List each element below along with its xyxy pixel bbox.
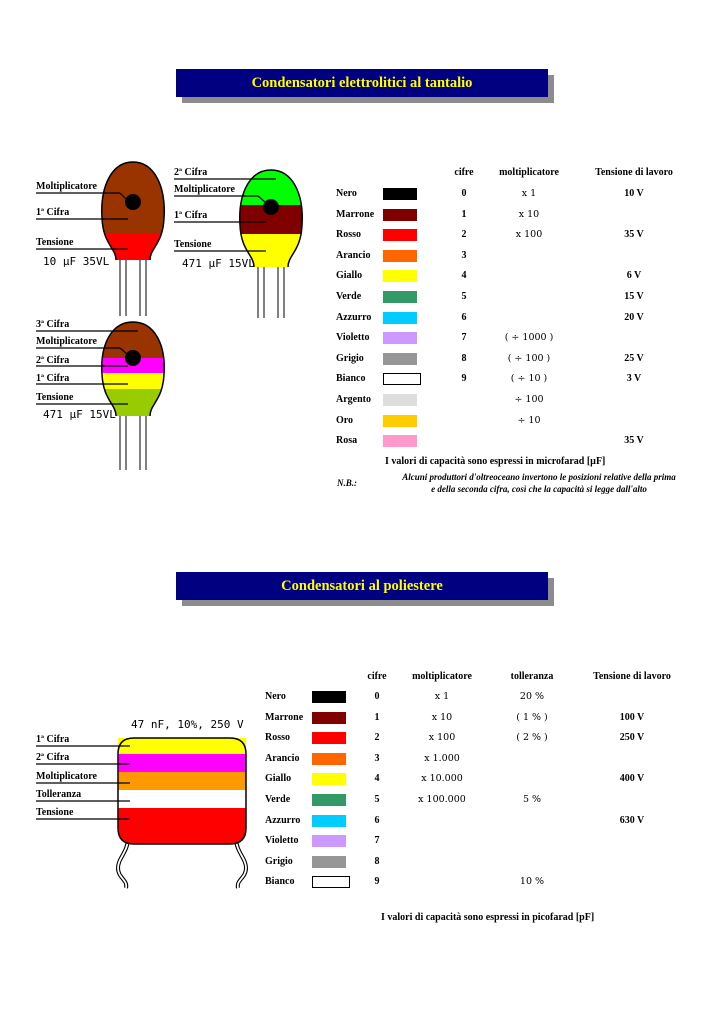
table1-row-multiplier: ÷ 10 xyxy=(517,414,541,426)
table1-row-name: Rosa xyxy=(336,435,358,447)
table2-row-tolerance: ( 2 % ) xyxy=(516,732,548,744)
cap-a-label-multiplier: Moltiplicatore xyxy=(36,181,97,192)
table1-row-swatch xyxy=(383,394,421,406)
table1-row-name: Nero xyxy=(336,188,357,199)
cap-c-label-third-digit: 3ª Cifra xyxy=(36,319,70,330)
table2-row-name: Marrone xyxy=(265,711,304,723)
table2-row-name: Azzurro xyxy=(265,814,301,826)
table2-row-voltage: 250 V xyxy=(619,732,645,744)
table2-header-digits: cifre xyxy=(367,671,387,682)
table2-row-voltage: 630 V xyxy=(619,814,645,826)
poly-label-voltage: Tensione xyxy=(36,807,74,818)
table1-row-digit: 1 xyxy=(461,208,467,220)
table2-row-swatch xyxy=(312,815,350,827)
table1-header-voltage: Tensione di lavoro xyxy=(595,167,673,178)
table1-row-swatch xyxy=(383,312,421,324)
nb-line-1: Alcuni produttori d'oltreoceano invertono le posizioni relative della prima xyxy=(402,472,676,482)
table2-row-name: Nero xyxy=(265,691,286,702)
table1-row-digit: 0 xyxy=(461,188,467,199)
table2-row-multiplier: x 10 xyxy=(431,711,453,723)
table2-row-name: Giallo xyxy=(265,773,292,785)
table1-row-digit: 3 xyxy=(461,249,467,261)
table1-row-swatch xyxy=(383,229,421,241)
table1-row-voltage: 35 V xyxy=(624,435,644,447)
table1-row-swatch xyxy=(383,353,421,365)
table1-row-voltage: 35 V xyxy=(624,229,644,241)
poly-label-first-digit: 1ª Cifra xyxy=(36,734,70,745)
cap-c-label-voltage: Tensione xyxy=(36,392,74,403)
table2-row-digit: 5 xyxy=(374,794,380,805)
cap-b-label-voltage: Tensione xyxy=(174,239,212,250)
table1-row-name: Grigio xyxy=(336,352,364,364)
table2-row-name: Verde xyxy=(265,794,291,805)
table1-row-multiplier: ( ÷ 100 ) xyxy=(507,352,551,364)
tantalum-capacitor-a xyxy=(36,155,175,316)
nb-label: N.B.: xyxy=(337,478,357,488)
table1-row-swatch xyxy=(383,291,421,303)
table1-row-voltage: 25 V xyxy=(624,352,644,364)
table1-row-swatch xyxy=(383,373,421,385)
table2-row-digit: 6 xyxy=(374,814,380,826)
table1-row-multiplier: ÷ 100 xyxy=(514,394,544,405)
table1-row-multiplier: x 100 xyxy=(515,229,543,241)
table2-row-tolerance: 20 % xyxy=(519,691,545,702)
table2-row-digit: 7 xyxy=(374,835,380,847)
table2-row-tolerance: 10 % xyxy=(519,876,545,888)
table2-row-multiplier: x 10.000 xyxy=(421,773,463,785)
cap-b-marking: 471 µF 15VL xyxy=(182,257,255,270)
nb-line-2: e della seconda cifra, così che la capacità si legge dall'alto xyxy=(431,484,647,494)
table1-row-multiplier: ( ÷ 10 ) xyxy=(510,373,548,385)
table2-row-digit: 2 xyxy=(374,732,380,744)
table2-row-multiplier: x 100.000 xyxy=(418,794,466,805)
table1-row-multiplier: x 10 xyxy=(518,208,540,220)
table1-row-name: Marrone xyxy=(336,208,375,220)
table1-row-name: Arancio xyxy=(336,249,371,261)
section2-title: Condensatori al poliestere xyxy=(281,577,443,594)
cap-b-label-multiplier: Moltiplicatore xyxy=(174,184,235,195)
table1-row-name: Violetto xyxy=(336,332,370,344)
table1-row-swatch xyxy=(383,435,421,447)
table2-row-swatch xyxy=(312,732,350,744)
poly-label-tolerance: Tolleranza xyxy=(36,789,82,800)
table1-header-digits: cifre xyxy=(454,167,474,178)
table2-row-multiplier: x 1 xyxy=(434,691,450,702)
table1-row-name: Argento xyxy=(336,394,371,405)
table1-row-swatch xyxy=(383,250,421,262)
section1-title: Condensatori elettrolitici al tantalio xyxy=(251,74,473,91)
table1-row-name: Oro xyxy=(336,414,354,426)
cap-b-label-second-digit: 2ª Cifra xyxy=(174,167,208,178)
table2-row-name: Rosso xyxy=(265,732,291,744)
cap-c-marking: 471 µF 15VL xyxy=(43,408,116,421)
table2-row-digit: 4 xyxy=(374,773,380,785)
table1-row-digit: 5 xyxy=(461,291,467,302)
table1-row-digit: 6 xyxy=(461,311,467,323)
table2-footnote: I valori di capacità sono espressi in picofarad [pF] xyxy=(381,912,595,923)
table2-row-name: Arancio xyxy=(265,752,300,764)
table2-row-swatch xyxy=(312,835,350,847)
polyester-marking: 47 nF, 10%, 250 V xyxy=(131,718,244,731)
table2-row-multiplier: x 100 xyxy=(428,732,456,744)
cap-a-label-voltage: Tensione xyxy=(36,237,74,248)
cap-a-marking: 10 µF 35VL xyxy=(43,255,110,268)
table1-row-name: Verde xyxy=(336,291,362,302)
table2-row-tolerance: ( 1 % ) xyxy=(516,711,548,723)
table1-row-digit: 9 xyxy=(461,373,467,385)
table2-row-digit: 9 xyxy=(374,876,380,888)
table2-row-name: Grigio xyxy=(265,855,293,867)
table2-row-digit: 0 xyxy=(374,691,380,702)
table2-row-multiplier: x 1.000 xyxy=(424,752,460,764)
table1-row-digit: 4 xyxy=(461,270,467,282)
table1-row-voltage: 6 V xyxy=(626,270,642,282)
table1-row-name: Bianco xyxy=(336,373,366,385)
cap-a-label-first-digit: 1ª Cifra xyxy=(36,207,70,218)
cap-c-label-first-digit: 1ª Cifra xyxy=(36,373,70,384)
table1-row-swatch xyxy=(383,188,421,200)
table2-row-voltage: 100 V xyxy=(619,711,645,723)
table1-row-swatch xyxy=(383,270,421,282)
cap-c-label-multiplier: Moltiplicatore xyxy=(36,336,97,347)
table1-row-swatch xyxy=(383,209,421,221)
table1-row-multiplier: ( ÷ 1000 ) xyxy=(504,332,554,344)
table2-row-digit: 8 xyxy=(374,855,380,867)
table2-row-swatch xyxy=(312,691,350,703)
table2-header-tolerance: tolleranza xyxy=(510,671,554,682)
cap-c-label-second-digit: 2ª Cifra xyxy=(36,355,70,366)
table2-row-name: Bianco xyxy=(265,876,295,888)
table2-row-name: Violetto xyxy=(265,835,299,847)
table1-footnote: I valori di capacità sono espressi in microfarad [µF] xyxy=(385,456,606,467)
poly-label-multiplier: Moltiplicatore xyxy=(36,771,97,782)
table1-row-swatch xyxy=(383,332,421,344)
table1-row-digit: 2 xyxy=(461,229,467,241)
table2-row-digit: 3 xyxy=(374,752,380,764)
table1-row-digit: 8 xyxy=(461,352,467,364)
cap-b-label-first-digit: 1ª Cifra xyxy=(174,210,208,221)
table2-row-swatch xyxy=(312,773,350,785)
table2-row-voltage: 400 V xyxy=(619,773,645,785)
table2-row-swatch xyxy=(312,794,350,806)
table1-header-multiplier: moltiplicatore xyxy=(499,167,559,178)
table1-row-multiplier: x 1 xyxy=(521,188,537,199)
table1-row-voltage: 20 V xyxy=(624,311,644,323)
table1-row-swatch xyxy=(383,415,421,427)
table2-row-swatch xyxy=(312,712,350,724)
poly-label-second-digit: 2ª Cifra xyxy=(36,752,70,763)
table1-row-voltage: 3 V xyxy=(626,373,642,385)
table2-row-digit: 1 xyxy=(374,711,380,723)
table2-row-tolerance: 5 % xyxy=(522,794,542,805)
table1-row-name: Rosso xyxy=(336,229,362,241)
table2-row-swatch xyxy=(312,876,350,888)
table1-row-voltage: 10 V xyxy=(624,188,644,199)
table1-row-name: Giallo xyxy=(336,270,363,282)
table1-row-digit: 7 xyxy=(461,332,467,344)
table2-row-swatch xyxy=(312,753,350,765)
table1-row-voltage: 15 V xyxy=(624,291,644,302)
table2-header-voltage: Tensione di lavoro xyxy=(593,671,671,682)
section2-title-banner xyxy=(176,572,548,600)
table2-header-multiplier: moltiplicatore xyxy=(412,671,472,682)
table2-row-swatch xyxy=(312,856,350,868)
table1-row-name: Azzurro xyxy=(336,311,372,323)
